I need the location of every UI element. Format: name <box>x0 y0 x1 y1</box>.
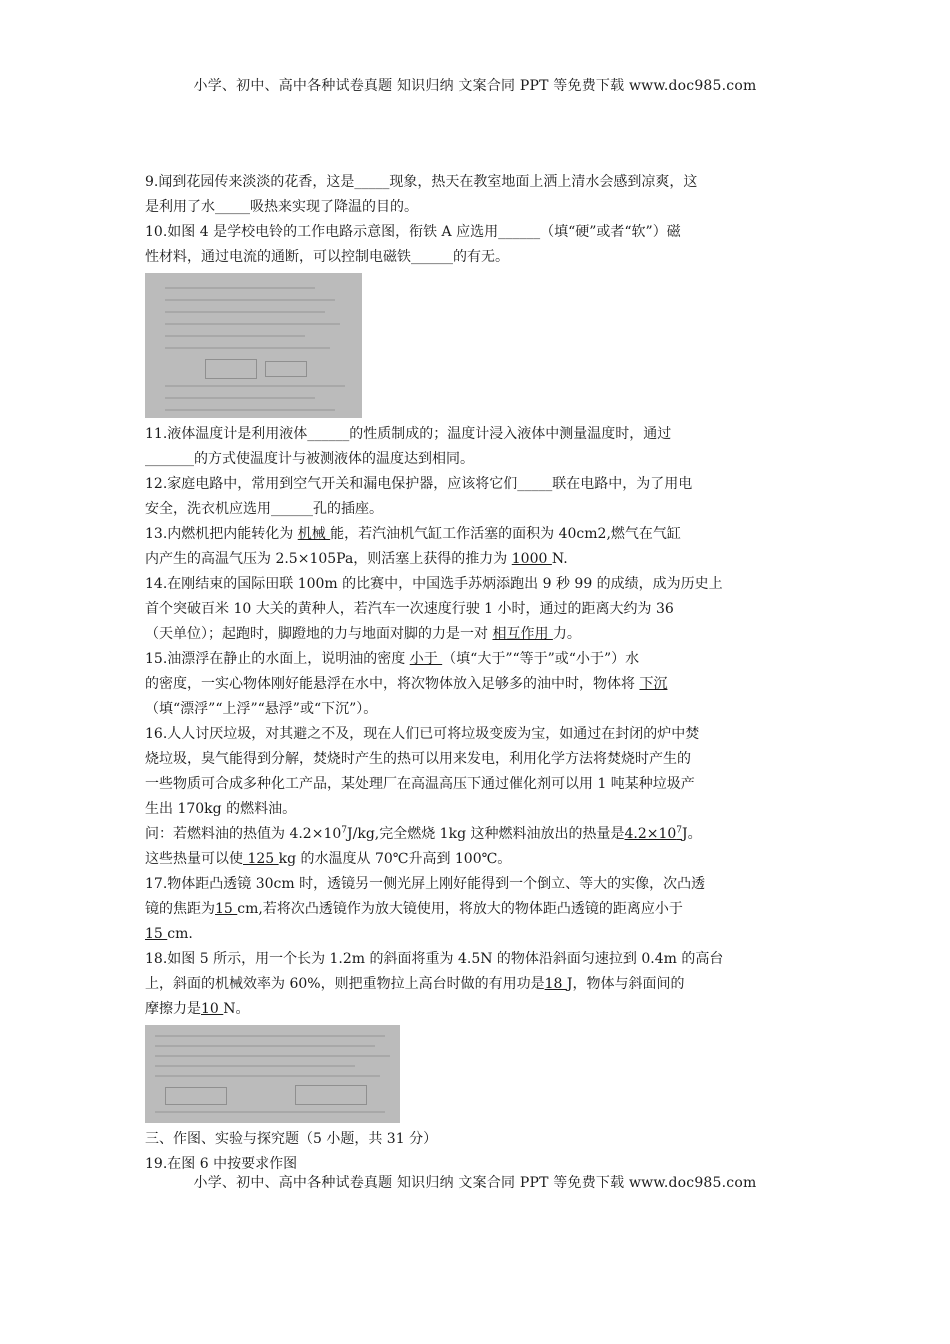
document-body <box>145 170 810 1177</box>
q17-line3: 15 cm. <box>145 926 193 942</box>
q16-answer-2: 125 <box>243 851 279 867</box>
q9-line1: 9.闻到花园传来淡淡的花香，这是_____现象，热天在教室地面上洒上清水会感到凉爽，这 <box>145 174 698 190</box>
q15-line2: 的密度，一实心物体刚好能悬浮在水中，将次物体放入足够多的油中时，物体将 下沉 <box>145 676 668 692</box>
q16-answer-1: $4.2\times 10^7$ <box>624 825 683 842</box>
q12-line2: 安全，洗衣机应选用______孔的插座。 <box>145 501 383 517</box>
q14-line3: （天单位）；起跑时，脚蹬地的力与地面对脚的力是一对 相互作用 力。 <box>145 626 581 642</box>
q13-line2: 内产生的高温气压为 2.5×105Pa，则活塞上获得的推力为 1000 N. <box>145 551 568 567</box>
q14-line1: 14.在刚结束的国际田联 100m 的比赛中，中国选手苏炳添跑出 9 秒 99 的成绩，成为历史上 <box>145 576 723 592</box>
q18-answer-2: 10 <box>201 1001 224 1017</box>
q18-line1: 18.如图 5 所示，用一个长为 1.2m 的斜面将重为 4.5N 的物体沿斜面匀速拉到 0.4m 的高台 <box>145 951 724 967</box>
figure-5-photo <box>145 1025 400 1123</box>
q15-answer-1: 小于 <box>409 651 443 667</box>
q10-line2: 性材料，通过电流的通断，可以控制电磁铁______的有无。 <box>145 249 509 265</box>
q10-line1: 10.如图 4 是学校电铃的工作电路示意图，衔铁 A 应选用______（填“硬”或者“软”）磁 <box>145 224 681 240</box>
q17-line2: 镜的焦距为15 cm,若将次凸透镜作为放大镜使用，将放大的物体距凸透镜的距离应小于 <box>145 901 683 917</box>
q18-line3: 摩擦力是10 N。 <box>145 1001 250 1017</box>
q13-answer-1: 机械 <box>297 526 331 542</box>
q16-line2: 烧垃圾，臭气能得到分解，焚烧时产生的热可以用来发电，利用化学方法将焚烧时产生的 <box>145 751 691 767</box>
q15-line1: 15.油漂浮在静止的水面上，说明油的密度 小于 （填“大于”“等于”或“小于”）水 <box>145 651 640 667</box>
q13-answer-2: 1000 <box>511 551 552 567</box>
q11-line1: 11.液体温度计是利用液体______的性质制成的；温度计浸入液体中测量温度时，通过 <box>145 426 672 442</box>
q17-line1: 17.物体距凸透镜 30cm 时，透镜另一侧光屏上刚好能得到一个倒立、等大的实像，次凸透 <box>145 876 706 892</box>
q16-line3: 一些物质可合成多种化工产品，某处理厂在高温高压下通过催化剂可以用 1 吨某种垃圾产 <box>145 776 695 792</box>
q18-line2: 上，斜面的机械效率为 60%，则把重物拉上高台时做的有用功是18 J，物体与斜面间的 <box>145 976 685 992</box>
q17-answer-1: 15 <box>215 901 238 917</box>
q16-line5: 问：若燃料油的热值为 $4.2\times 10^7J/kg$,完全燃烧 1kg 这种燃料油放出的热量是$4.2\times 10^7J$。 <box>145 825 702 842</box>
q18-answer-1: 18 <box>544 976 567 992</box>
figure-4-photo <box>145 273 362 418</box>
q17-answer-2: 15 <box>145 926 168 942</box>
q9-line2: 是利用了水_____吸热来实现了降温的目的。 <box>145 199 418 215</box>
q19-text: 19.在图 6 中按要求作图 <box>145 1156 298 1172</box>
page-footer: 小学、初中、高中各种试卷真题 知识归纳 文案合同 PPT 等免费下载 www.doc985.com <box>193 1175 757 1191</box>
q14-line2: 首个突破百米 10 大关的黄种人，若汽车一次速度行驶 1 小时，通过的距离大约为 36 <box>145 601 674 617</box>
q11-line2: _______的方式使温度计与被测液体的温度达到相同。 <box>145 451 474 467</box>
q16-line6: 这些热量可以使 125 kg 的水温度从 70℃升高到 100℃。 <box>145 851 512 867</box>
q16-line4: 生出 170kg 的燃料油。 <box>145 801 297 817</box>
section-3-title: 三、作图、实验与探究题（5 小题，共 31 分） <box>145 1131 438 1147</box>
q12-line1: 12.家庭电路中，常用到空气开关和漏电保护器，应该将它们_____联在电路中，为了用电 <box>145 476 693 492</box>
q16-line1: 16.人人讨厌垃圾，对其避之不及，现在人们已可将垃圾变废为宝，如通过在封闭的炉中焚 <box>145 726 700 742</box>
q14-answer: 相互作用 <box>492 626 553 642</box>
q13-line1: 13.内燃机把内能转化为 机械 能，若汽油机气缸工作活塞的面积为 40cm2,燃气在气缸 <box>145 526 681 542</box>
q15-answer-2: 下沉 <box>639 676 668 692</box>
q15-line3: （填“漂浮”“上浮”“悬浮”或“下沉”）。 <box>145 701 378 717</box>
page-header: 小学、初中、高中各种试卷真题 知识归纳 文案合同 PPT 等免费下载 www.doc985.com <box>193 78 757 94</box>
